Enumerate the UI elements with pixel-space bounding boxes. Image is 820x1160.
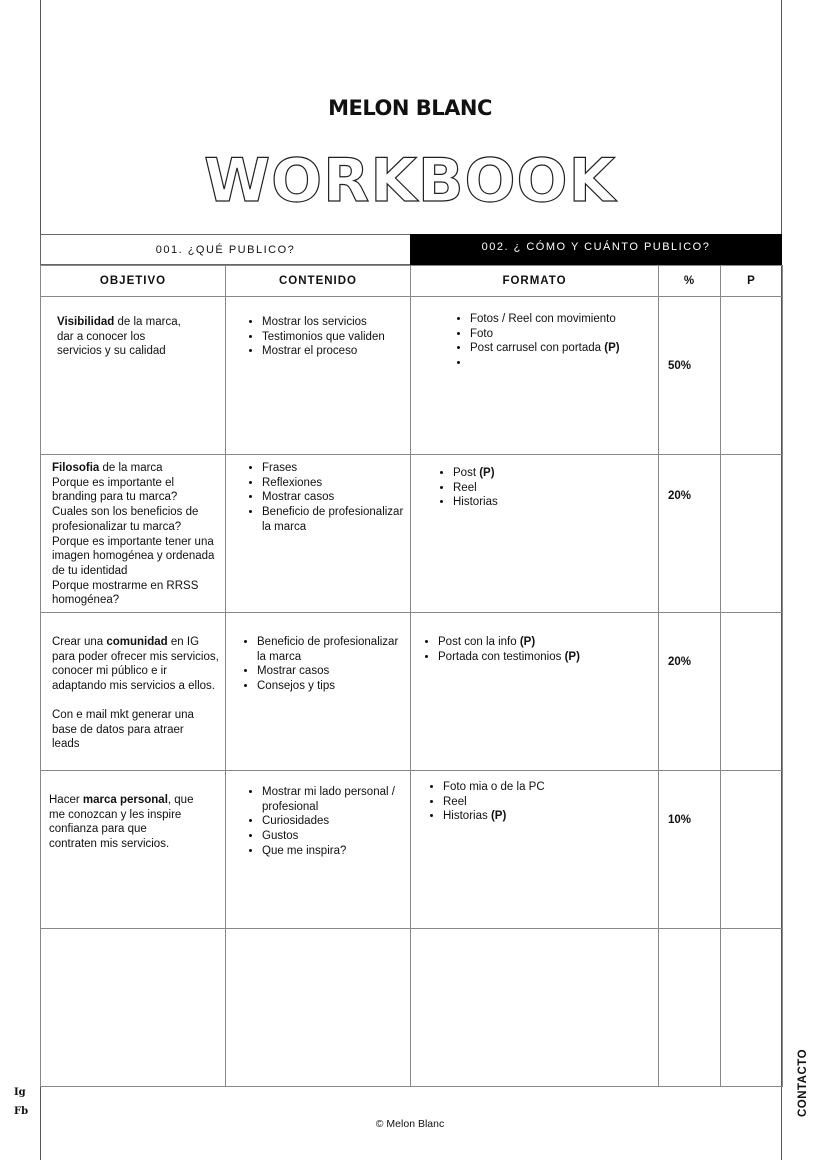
list-item: • Beneficio de profesionalizar la marca <box>257 635 404 664</box>
table-row <box>41 929 783 1087</box>
formato-text: Fotos / Reel con movimiento <box>470 313 616 325</box>
table-row <box>41 297 783 455</box>
percent-cell: 10% <box>659 771 721 929</box>
list-item: • Reflexiones <box>262 476 404 491</box>
objetivo-line: adaptando mis servicios a ellos. <box>52 680 215 693</box>
percent-cell: 50% <box>659 297 721 455</box>
list-item: • Testimonios que validen <box>262 330 404 345</box>
percent-cell <box>659 929 721 1087</box>
footer-copyright: © Melon Blanc <box>375 1118 445 1130</box>
list-item: • Frases <box>262 461 404 476</box>
contenido-list <box>226 455 410 535</box>
formato-text: Foto <box>470 327 494 340</box>
objetivo-line: Porque es importante el <box>52 476 175 489</box>
list-item <box>470 327 652 342</box>
objetivo-line: Cuales son los beneficios de <box>52 506 199 519</box>
section-header-row <box>40 234 782 265</box>
objetivo-line: para poder ofrecer mis servicios, <box>52 650 219 663</box>
col-header-objetivo: OBJETIVO <box>41 266 226 297</box>
list-item: • Mostrar los servicios <box>262 315 404 330</box>
objetivo-line <box>57 315 219 330</box>
list-item <box>470 312 652 327</box>
list-item <box>453 466 652 481</box>
workbook-table <box>40 265 783 1087</box>
spacer <box>52 694 219 708</box>
list-item <box>453 481 652 496</box>
list-item: • Curiosidades <box>262 814 404 829</box>
objetivo-line: base de datos para atraer <box>52 723 184 736</box>
list-item <box>443 809 652 824</box>
formato-text: Historias <box>453 496 498 509</box>
list-item <box>443 795 652 810</box>
contenido-cell <box>226 297 411 455</box>
contenido-cell <box>226 771 411 929</box>
objetivo-line: leads <box>52 738 80 751</box>
table-row <box>41 771 783 929</box>
col-header-percent: % <box>659 266 721 297</box>
formato-cell <box>411 455 659 613</box>
objetivo-line: conocer mi público e ir <box>52 665 168 678</box>
section-como-cuanto-publico: 002. ¿ CÓMO Y CUÁNTO PUBLICO? <box>410 234 782 265</box>
formato-text: Historias <box>443 810 491 823</box>
formato-text: Post con la info <box>438 636 520 648</box>
contact-link[interactable] <box>793 1046 813 1120</box>
formato-text: Portada con testimonios <box>438 650 565 663</box>
percent-cell: 20% <box>659 613 721 771</box>
objetivo-line: dar a conocer los <box>57 330 146 343</box>
formato-text: Reel <box>453 481 477 494</box>
objetivo-line: contraten mis servicios. <box>49 838 170 851</box>
list-item: • Beneficio de profesionalizar la marca <box>262 505 404 534</box>
col-header-contenido: CONTENIDO <box>226 266 411 297</box>
formato-text: Post carrusel con portada <box>470 342 605 355</box>
p-marker: (P) <box>519 636 536 648</box>
formato-list <box>411 297 658 371</box>
percent-cell: 20% <box>659 455 721 613</box>
list-item: • Consejos y tips <box>257 679 404 694</box>
table-row <box>41 613 783 771</box>
objetivo-line: de tu identidad <box>52 564 128 577</box>
contenido-list <box>226 771 410 859</box>
list-item <box>438 635 652 650</box>
p-cell <box>721 613 783 771</box>
contact-label: CONTACTO <box>797 1048 809 1118</box>
col-header-formato: FORMATO <box>411 266 659 297</box>
objetivo-keyword: Visibilidad <box>57 316 115 328</box>
list-item: • Mostrar casos <box>257 664 404 679</box>
formato-text: Post <box>453 467 480 479</box>
objetivo-cell <box>41 455 226 613</box>
objetivo-line: confianza para que <box>49 823 147 836</box>
list-item <box>470 356 652 371</box>
formato-list <box>411 455 658 510</box>
objetivo-text: Hacer <box>49 794 83 806</box>
contenido-cell <box>226 613 411 771</box>
objetivo-text: en IG <box>167 636 200 648</box>
objetivo-cell <box>41 297 226 455</box>
list-item: • Mostrar el proceso <box>262 344 404 359</box>
formato-cell <box>411 929 659 1087</box>
objetivo-text: de la marca, <box>114 316 181 328</box>
formato-cell <box>411 613 659 771</box>
facebook-link[interactable]: Fb <box>14 1106 29 1117</box>
p-cell <box>721 455 783 613</box>
formato-text: Foto mia o de la PC <box>443 781 545 793</box>
objetivo-line: servicios y su calidad <box>57 345 166 358</box>
p-cell <box>721 297 783 455</box>
objetivo-line: branding para tu marca? <box>52 491 178 504</box>
list-item <box>470 341 652 356</box>
contenido-cell <box>226 455 411 613</box>
workbook-title: WORKBOOK <box>203 146 617 216</box>
objetivo-line <box>52 461 219 476</box>
objetivo-line <box>49 793 219 808</box>
objetivo-keyword: marca personal <box>82 794 168 806</box>
p-marker: (P) <box>564 650 580 663</box>
contenido-list <box>226 297 410 359</box>
objetivo-text: Crear una <box>52 636 107 648</box>
formato-cell <box>411 297 659 455</box>
objetivo-line <box>52 635 219 650</box>
objetivo-keyword: comunidad <box>106 636 168 648</box>
table-row <box>41 455 783 613</box>
p-marker: (P) <box>604 342 620 355</box>
list-item <box>438 650 652 665</box>
objetivo-line: imagen homogénea y ordenada <box>52 550 215 563</box>
p-marker: (P) <box>490 810 507 823</box>
formato-list <box>411 613 658 664</box>
objetivo-line: Porque mostrarme en RRSS <box>52 579 199 592</box>
formato-list <box>411 771 658 824</box>
objetivo-keyword: Filosofia <box>52 462 100 474</box>
objetivo-line: Con e mail mkt generar una <box>52 708 194 721</box>
objetivo-text: , que <box>167 794 194 806</box>
p-marker: (P) <box>479 467 495 479</box>
formato-text: Reel <box>443 795 467 808</box>
contenido-list <box>226 613 410 694</box>
formato-cell <box>411 771 659 929</box>
objetivo-cell <box>41 613 226 771</box>
objetivo-line: Porque es importante tener una <box>52 535 214 548</box>
column-header-row <box>41 266 783 297</box>
objetivo-line: homogénea? <box>52 594 120 607</box>
list-item <box>443 780 652 795</box>
list-item: • Gustos <box>262 829 404 844</box>
list-item <box>453 495 652 510</box>
p-cell <box>721 929 783 1087</box>
list-item: • Mostrar mi lado personal / profesional <box>262 785 404 814</box>
list-item: • Que me inspira? <box>262 844 404 859</box>
brand-title: MELON BLANC <box>328 96 492 120</box>
objetivo-cell <box>41 771 226 929</box>
p-cell <box>721 771 783 929</box>
col-header-p: P <box>721 266 783 297</box>
contenido-cell <box>226 929 411 1087</box>
objetivo-line: profesionalizar tu marca? <box>52 520 182 533</box>
objetivo-cell <box>41 929 226 1087</box>
objetivo-text: de la marca <box>99 462 163 474</box>
objetivo-line: me conozcan y les inspire <box>49 808 182 821</box>
list-item: • Mostrar casos <box>262 490 404 505</box>
instagram-link[interactable]: Ig <box>14 1087 26 1098</box>
section-que-publico: 001. ¿QUÉ PUBLICO? <box>40 234 410 265</box>
